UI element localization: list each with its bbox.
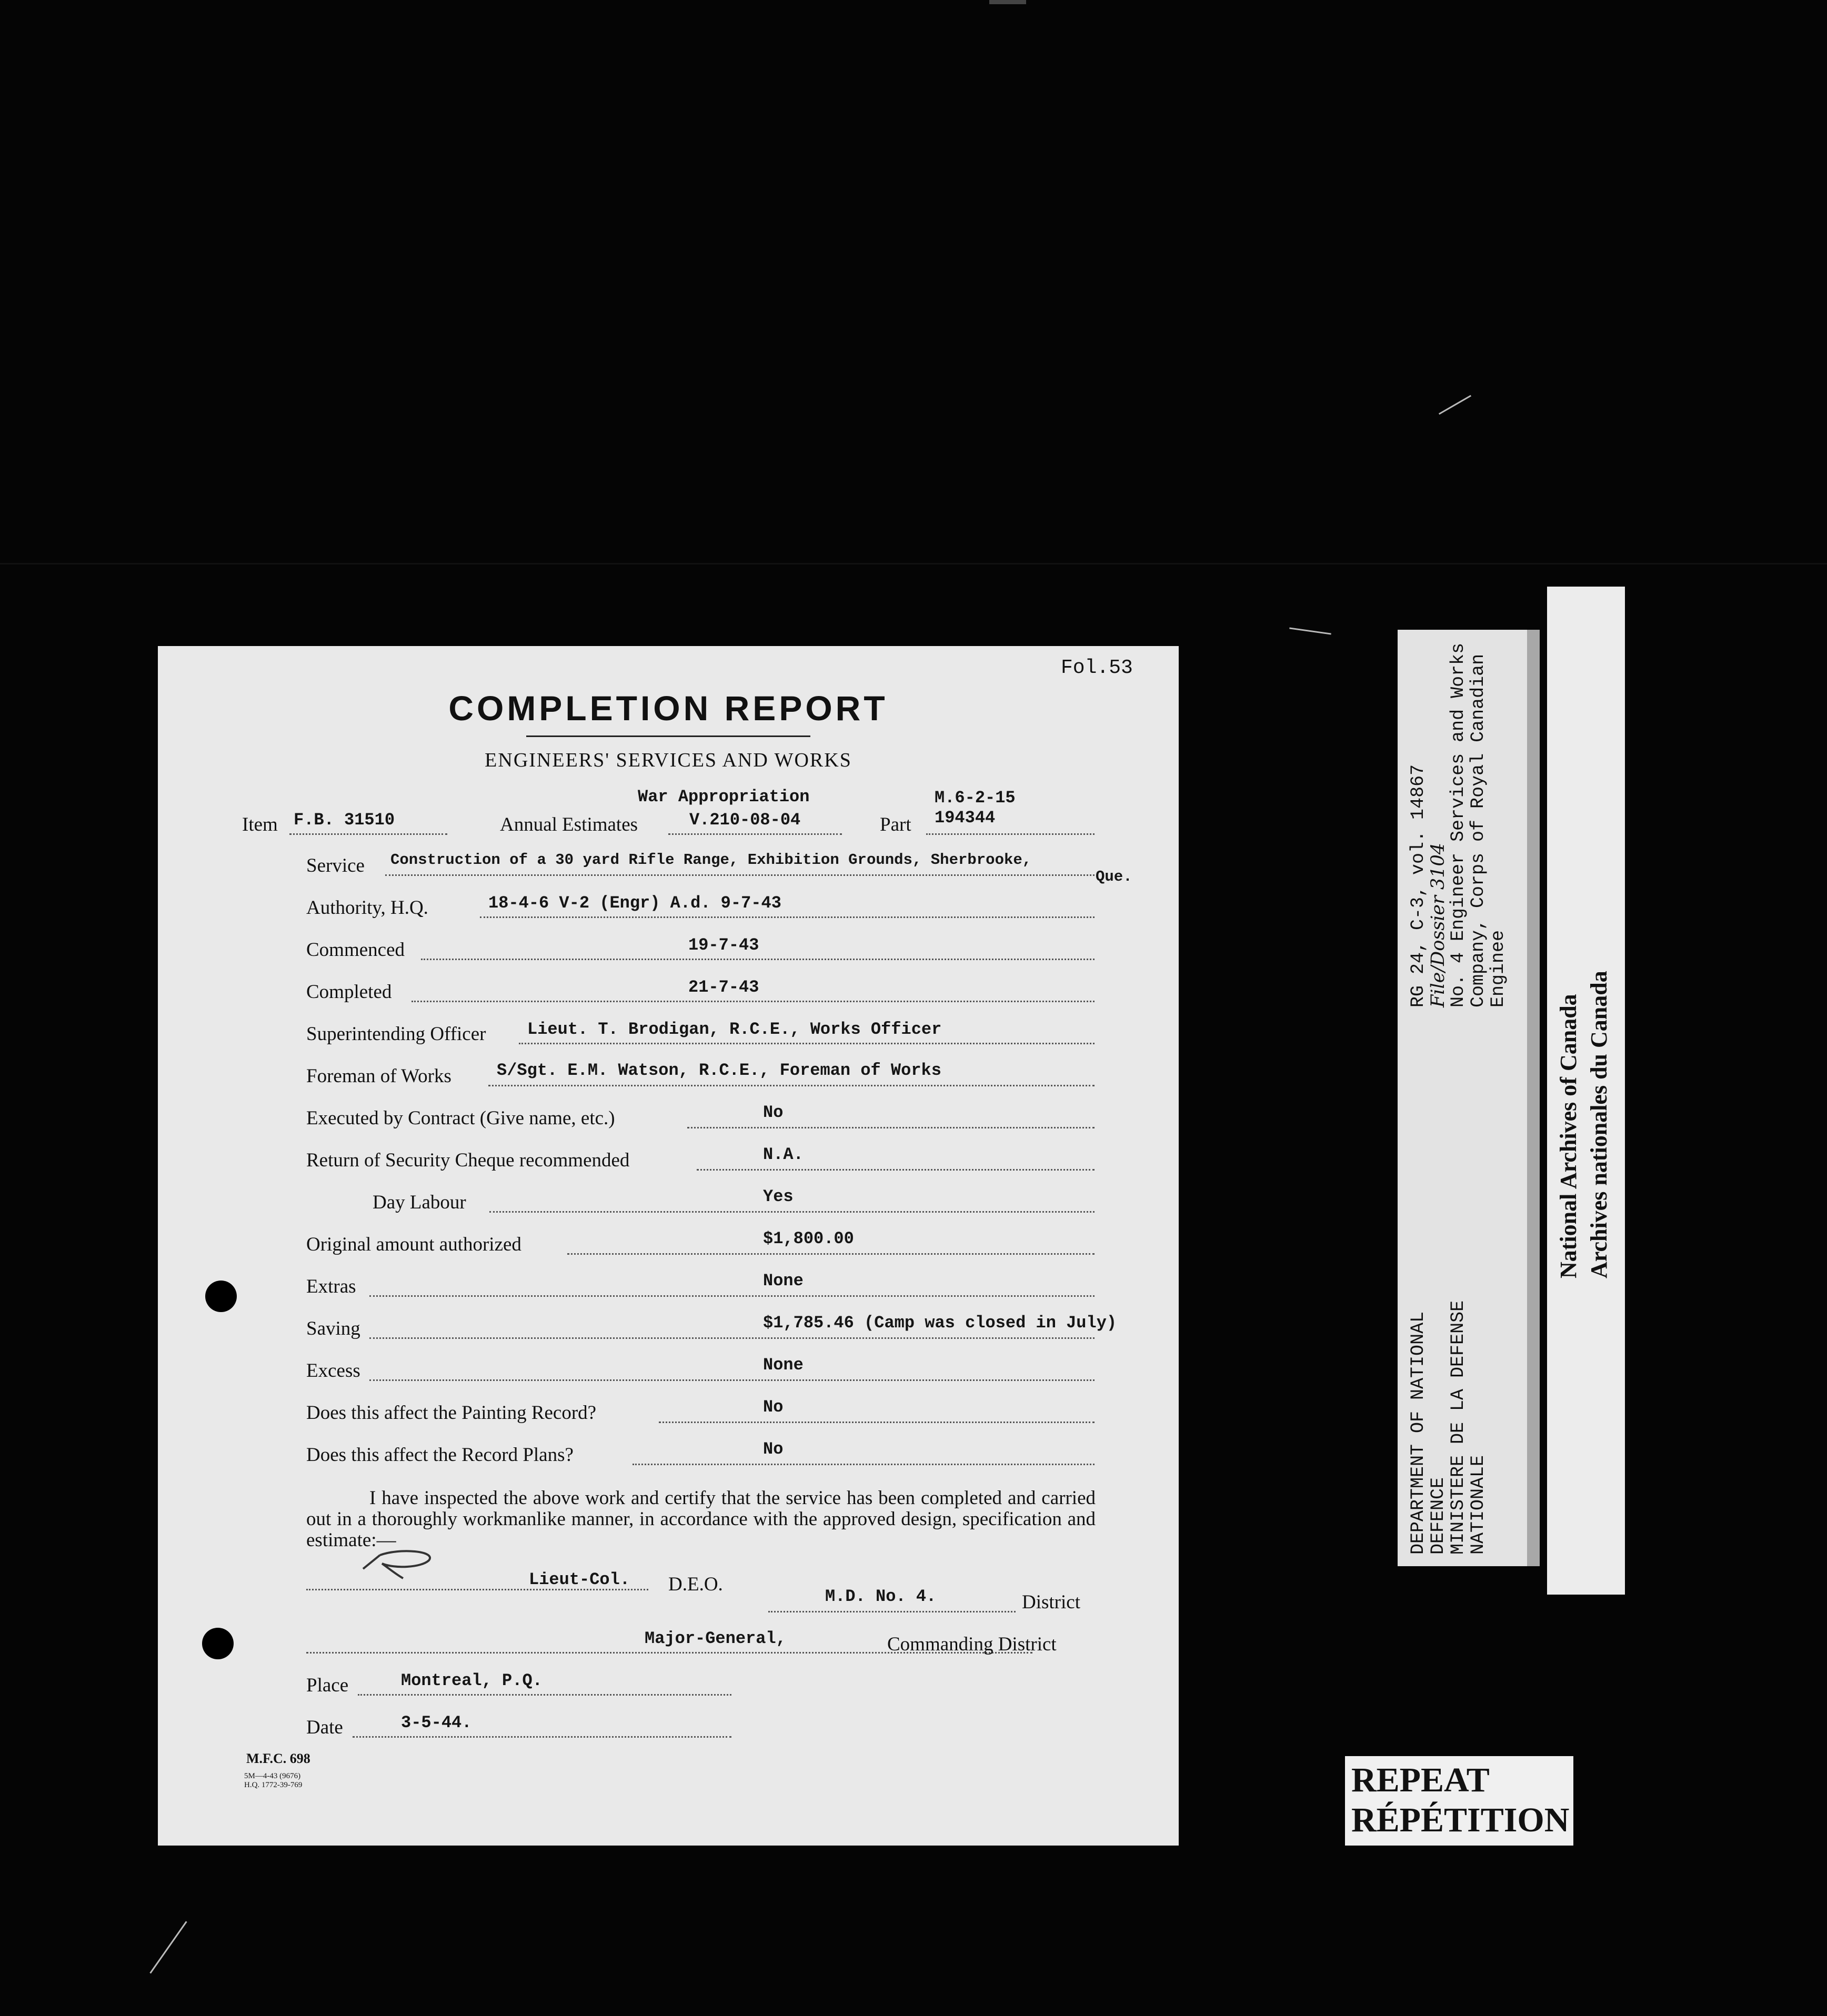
- field-label: Executed by Contract (Give name, etc.): [306, 1107, 615, 1129]
- field-dotted-line: [697, 1169, 1095, 1171]
- scan-divider: [0, 563, 1827, 565]
- place-label: Place: [306, 1675, 349, 1696]
- field-value: No: [763, 1439, 784, 1459]
- repeat-stamp: [1345, 1756, 1573, 1846]
- date-value: 3-5-44.: [401, 1713, 472, 1732]
- field-value: None: [763, 1355, 804, 1375]
- field-value: 21-7-43: [688, 977, 759, 997]
- field-dotted-line: [480, 916, 1095, 918]
- deo-rank: Lieut-Col.: [529, 1570, 630, 1589]
- annual-estimates-label: Annual Estimates: [500, 814, 638, 835]
- field-label: Day Labour: [373, 1192, 466, 1213]
- archive-card-shadow: [1527, 630, 1540, 1566]
- department-line: DEFENCE: [1428, 1477, 1449, 1555]
- field-label: Authority, H.Q.: [306, 897, 428, 919]
- field-dotted-line: [369, 1337, 1095, 1339]
- reference-line: No. 4 Engineer Services and Works: [1448, 642, 1469, 1007]
- field-value: S/Sgt. E.M. Watson, R.C.E., Foreman of Works: [497, 1061, 941, 1080]
- annual-dotted-line: [668, 833, 842, 835]
- folio-number: Fol.53: [1061, 657, 1133, 679]
- department-line: NATIONALE: [1468, 1455, 1489, 1555]
- field-label: Completed: [306, 981, 392, 1003]
- district-value: M.D. No. 4.: [825, 1587, 937, 1606]
- field-label: Excess: [306, 1360, 360, 1382]
- film-scratch: [1289, 627, 1331, 634]
- form-title: COMPLETION REPORT: [448, 689, 888, 728]
- district-line: [768, 1611, 1016, 1612]
- reference-line: File/Dossier 3104: [1428, 842, 1449, 1007]
- stamp-line: RÉPÉTITION: [1351, 1801, 1570, 1839]
- field-value: Construction of a 30 yard Rifle Range, Exhibition Grounds, Sherbrooke,: [390, 851, 1032, 869]
- annual-estimates-note: War Appropriation: [638, 787, 810, 807]
- date-label: Date: [306, 1717, 343, 1738]
- punch-hole: [205, 1281, 237, 1312]
- completion-report-form: [158, 646, 1179, 1846]
- commanding-rank: Major-General,: [645, 1629, 786, 1648]
- field-value: Yes: [763, 1187, 794, 1206]
- item-value: F.B. 31510: [294, 810, 395, 830]
- field-dotted-line: [687, 1127, 1095, 1128]
- signature-mark: [358, 1548, 453, 1579]
- certification-statement: I have inspected the above work and certify that the service has been completed and carried out in a thoroughly workmanlike manner, in accordance with the approved design, specification and estimate:—: [306, 1487, 1096, 1551]
- field-label: Does this affect the Record Plans?: [306, 1444, 574, 1466]
- stamp-line: REPEAT: [1351, 1761, 1490, 1799]
- item-label: Item: [242, 814, 278, 835]
- field-dotted-line: [489, 1211, 1095, 1213]
- field-value: N.A.: [763, 1145, 804, 1164]
- part-value: 194344: [935, 808, 996, 828]
- form-print-info: [244, 1772, 302, 1790]
- annual-estimates-value: V.210-08-04: [689, 810, 801, 830]
- field-label: Service: [306, 855, 365, 876]
- field-dotted-line: [411, 1001, 1095, 1002]
- film-edge-mark: [989, 0, 1026, 4]
- reference-line: RG 24, C-3, vol. 14867: [1408, 764, 1429, 1007]
- field-value: 18-4-6 V-2 (Engr) A.d. 9-7-43: [488, 893, 781, 913]
- film-scratch: [1439, 395, 1471, 415]
- field-dotted-line: [659, 1422, 1095, 1423]
- field-value: $1,800.00: [763, 1229, 854, 1248]
- date-dotted-line: [353, 1736, 731, 1738]
- district-label: District: [1022, 1591, 1080, 1613]
- place-dotted-line: [358, 1694, 731, 1696]
- national-archives-label: [1553, 971, 1614, 1278]
- archive-reference-text: [1408, 643, 1508, 1007]
- place-value: Montreal, P.Q.: [401, 1671, 543, 1690]
- commanding-label: Commanding District: [887, 1634, 1057, 1655]
- field-value: Lieut. T. Brodigan, R.C.E., Works Officer: [527, 1020, 942, 1039]
- part-dotted-line: [926, 833, 1095, 835]
- field-value-continued: Que.: [1096, 868, 1132, 885]
- field-value: $1,785.46 (Camp was closed in July): [763, 1313, 1117, 1333]
- field-label: Foreman of Works: [306, 1065, 451, 1087]
- field-value: None: [763, 1271, 804, 1291]
- field-dotted-line: [488, 1085, 1095, 1086]
- field-label: Commenced: [306, 939, 405, 961]
- form-print-line: H.Q. 1772-39-769: [244, 1781, 303, 1789]
- part-label: Part: [880, 814, 911, 835]
- field-label: Superintending Officer: [306, 1023, 486, 1045]
- punch-hole: [202, 1628, 234, 1659]
- field-label: Original amount authorized: [306, 1234, 521, 1255]
- field-label: Extras: [306, 1276, 356, 1297]
- field-label: Return of Security Cheque recommended: [306, 1150, 630, 1171]
- form-code: M.F.C. 698: [246, 1751, 310, 1766]
- field-value: No: [763, 1397, 784, 1417]
- field-dotted-line: [567, 1253, 1095, 1255]
- field-dotted-line: [519, 1043, 1095, 1044]
- field-label: Saving: [306, 1318, 360, 1339]
- archives-french: Archives nationales du Canada: [1586, 971, 1612, 1278]
- field-value: 19-7-43: [688, 935, 759, 955]
- certification-text: [306, 1488, 1096, 1551]
- field-dotted-line: [385, 874, 1095, 876]
- repeat-stamp-text: [1351, 1760, 1569, 1840]
- deo-label: D.E.O.: [668, 1574, 723, 1595]
- item-dotted-line: [289, 833, 447, 835]
- reference-line: Enginee: [1488, 930, 1509, 1007]
- field-value: No: [763, 1103, 784, 1122]
- field-label: Does this affect the Painting Record?: [306, 1402, 597, 1424]
- reference-line: Company, Corps of Royal Canadian: [1468, 653, 1489, 1007]
- film-scratch: [149, 1921, 187, 1973]
- form-subtitle: ENGINEERS' SERVICES AND WORKS: [485, 749, 852, 771]
- department-text: [1408, 1301, 1488, 1555]
- field-dotted-line: [369, 1379, 1095, 1381]
- title-underline: [526, 735, 810, 737]
- part-note: M.6-2-15: [935, 788, 1016, 808]
- field-dotted-line: [369, 1295, 1095, 1297]
- field-dotted-line: [421, 959, 1095, 960]
- department-line: DEPARTMENT OF NATIONAL: [1408, 1311, 1429, 1555]
- field-dotted-line: [633, 1464, 1095, 1465]
- department-line: MINISTERE DE LA DEFENSE: [1448, 1300, 1469, 1555]
- archives-english: National Archives of Canada: [1555, 994, 1581, 1278]
- form-print-line: 5M—4-43 (9676): [244, 1772, 301, 1780]
